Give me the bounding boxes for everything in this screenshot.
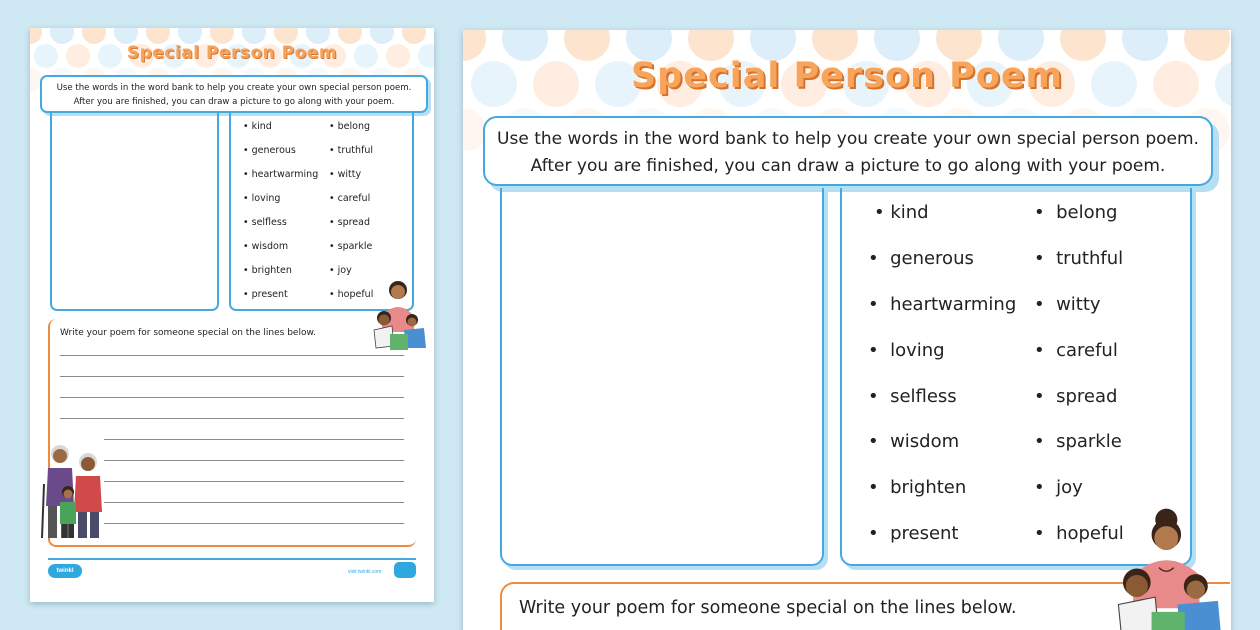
polka-dot: [82, 28, 106, 44]
writing-line: [104, 439, 404, 440]
word-bank-item: • present: [868, 523, 959, 544]
word-bank-item: • selfless: [243, 217, 287, 228]
word-bank-item: • wisdom: [243, 241, 289, 252]
writing-line: [104, 481, 404, 482]
word-bank-item: • joy: [1034, 477, 1083, 498]
writing-line: [104, 460, 404, 461]
polka-dot: [306, 28, 330, 44]
word-bank-item: • generous: [243, 145, 296, 156]
polka-dot: [338, 28, 362, 44]
poem-prompt-large: Write your poem for someone special on the lines below.: [519, 598, 1017, 618]
poem-prompt-small: Write your poem for someone special on the lines below.: [60, 328, 316, 338]
instructions-box-large: [483, 116, 1213, 186]
word-bank-item: • heartwarming: [243, 169, 319, 180]
word-bank-item: • belong: [1034, 202, 1118, 223]
word-bank-item: • spread: [329, 217, 370, 228]
drawing-box-large: [500, 188, 824, 566]
word-bank-item: • generous: [868, 248, 974, 269]
word-bank-item: • joy: [329, 265, 352, 276]
family-hug-icon: [1111, 500, 1229, 630]
polka-dot: [178, 28, 202, 44]
instructions-line2-small: After you are finished, you can draw a picture to go along with your poem.: [73, 97, 395, 107]
word-bank-item: • careful: [1034, 340, 1118, 361]
instructions-line2-large: After you are finished, you can draw a picture to go along with your poem.: [530, 156, 1166, 176]
polka-dot: [402, 28, 426, 44]
worksheet-title-small: Special Person Poem: [126, 43, 338, 63]
word-bank-item: • truthful: [329, 145, 374, 156]
word-bank-item: • sparkle: [1034, 431, 1122, 452]
drawing-box-small: [50, 113, 219, 311]
worksheet-preview-small: [30, 28, 434, 602]
polka-dot: [50, 28, 74, 44]
writing-line: [60, 418, 404, 419]
polka-dot: [30, 28, 42, 44]
word-bank-item: • loving: [243, 193, 281, 204]
word-bank-item: • present: [243, 289, 288, 300]
polka-dot: [370, 28, 394, 44]
visit-link-text: visit twinkl.com: [348, 569, 382, 575]
word-bank-item: • witty: [329, 169, 362, 180]
word-bank-item: • kind: [874, 202, 929, 223]
instructions-box-small: [40, 75, 428, 113]
word-bank-item: • hopeful: [329, 289, 374, 300]
polka-dot: [114, 28, 138, 44]
worksheet-preview-large: [463, 30, 1231, 630]
writing-line: [60, 397, 404, 398]
writing-line: [60, 355, 404, 356]
polka-dot: [210, 28, 234, 44]
instructions-line1-small: Use the words in the word bank to help you create your own special person poem.: [56, 83, 412, 93]
word-bank-item: • belong: [329, 121, 371, 132]
word-bank-item: • witty: [1034, 294, 1101, 315]
family-hug-icon: [368, 276, 432, 356]
instructions-line1-large: Use the words in the word bank to help you create your own special person poem.: [497, 129, 1199, 149]
word-bank-item: • hopeful: [1034, 523, 1124, 544]
twinkl-logo: twinkl: [48, 564, 82, 578]
word-bank-item: • sparkle: [329, 241, 373, 252]
polka-dot: [146, 28, 170, 44]
word-bank-item: • loving: [868, 340, 945, 361]
writing-line: [104, 502, 404, 503]
footer-badge-icon: [394, 562, 416, 578]
word-bank-item: • brighten: [243, 265, 292, 276]
polka-dot: [274, 28, 298, 44]
word-bank-item: • spread: [1034, 386, 1118, 407]
word-bank-item: • kind: [243, 121, 272, 132]
writing-line: [104, 523, 404, 524]
footer-divider: [48, 558, 416, 560]
grandparents-icon: [38, 440, 110, 544]
polka-dot: [242, 28, 266, 44]
word-bank-item: • truthful: [1034, 248, 1124, 269]
word-bank-item: • wisdom: [868, 431, 960, 452]
word-bank-item: • selfless: [868, 386, 957, 407]
writing-line: [60, 376, 404, 377]
worksheet-title-large: Special Person Poem: [630, 56, 1064, 96]
word-bank-item: • heartwarming: [868, 294, 1017, 315]
word-bank-item: • careful: [329, 193, 371, 204]
word-bank-item: • brighten: [868, 477, 967, 498]
